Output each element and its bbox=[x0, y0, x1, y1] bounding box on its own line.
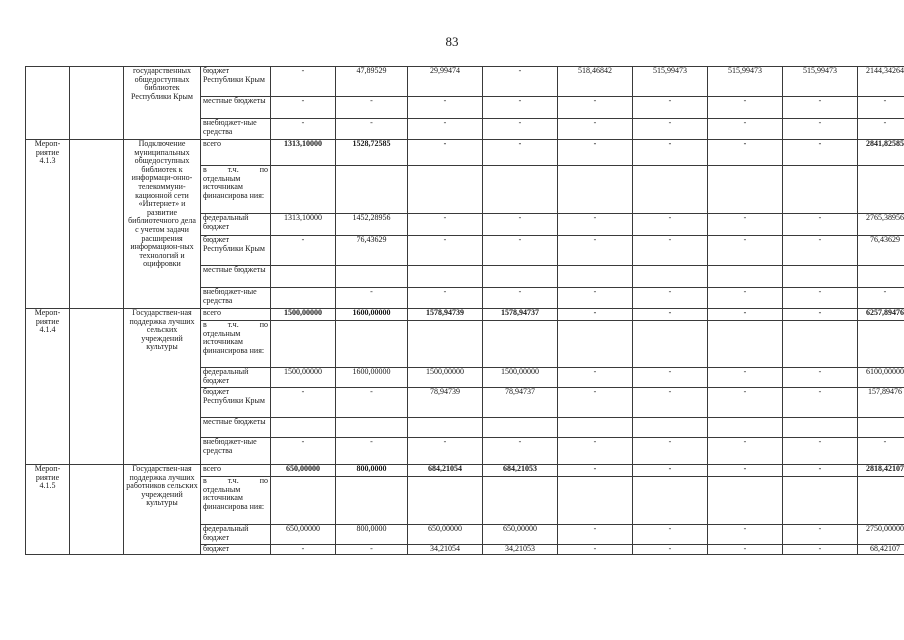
value-cell: 47,89529 bbox=[336, 67, 408, 97]
value-cell: 76,43629 bbox=[858, 236, 904, 266]
funding-source-cell: всего bbox=[201, 140, 271, 166]
value-cell: - bbox=[558, 388, 633, 418]
value-cell bbox=[783, 477, 858, 525]
value-cell bbox=[558, 266, 633, 288]
value-cell bbox=[408, 418, 483, 438]
value-cell: 2841,82585 bbox=[858, 140, 904, 166]
funding-source-cell: всего bbox=[201, 465, 271, 477]
value-cell bbox=[408, 321, 483, 368]
value-cell: - bbox=[633, 236, 708, 266]
value-cell: - bbox=[558, 309, 633, 321]
funding-source-cell: федеральный бюджет bbox=[201, 214, 271, 236]
value-cell: - bbox=[558, 288, 633, 309]
value-cell bbox=[708, 166, 783, 214]
activity-name-cell: Государствен-ная поддержка лучших сельских учреждений культуры bbox=[124, 309, 201, 465]
value-cell: - bbox=[783, 525, 858, 545]
value-cell bbox=[483, 321, 558, 368]
value-cell bbox=[633, 266, 708, 288]
value-cell: - bbox=[271, 388, 336, 418]
value-cell: - bbox=[336, 438, 408, 465]
value-cell: - bbox=[483, 236, 558, 266]
value-cell: 2750,00000 bbox=[858, 525, 904, 545]
value-cell bbox=[271, 166, 336, 214]
value-cell: - bbox=[858, 438, 904, 465]
funding-source-cell: внебюджет-ные средства bbox=[201, 438, 271, 465]
funding-source-cell: местные бюджеты bbox=[201, 266, 271, 288]
value-cell bbox=[708, 321, 783, 368]
value-cell: 1578,94739 bbox=[408, 309, 483, 321]
value-cell: - bbox=[558, 119, 633, 140]
value-cell: 1500,00000 bbox=[271, 309, 336, 321]
value-cell: - bbox=[408, 236, 483, 266]
value-cell bbox=[633, 477, 708, 525]
activity-code-cell: Мероп-риятие 4.1.4 bbox=[26, 309, 70, 465]
value-cell: - bbox=[633, 465, 708, 477]
value-cell: - bbox=[633, 97, 708, 119]
value-cell: - bbox=[708, 438, 783, 465]
value-cell: - bbox=[408, 214, 483, 236]
responsible-cell bbox=[70, 140, 124, 309]
value-cell: - bbox=[783, 288, 858, 309]
value-cell: - bbox=[558, 465, 633, 477]
value-cell bbox=[633, 418, 708, 438]
funding-source-cell: в т.ч. по отдельным источникам финансирова ния: bbox=[201, 477, 271, 525]
value-cell: - bbox=[708, 388, 783, 418]
value-cell: 76,43629 bbox=[336, 236, 408, 266]
value-cell: - bbox=[558, 97, 633, 119]
value-cell: 68,42107 bbox=[858, 545, 904, 555]
value-cell: - bbox=[708, 525, 783, 545]
value-cell: - bbox=[271, 119, 336, 140]
value-cell: - bbox=[558, 545, 633, 555]
value-cell bbox=[783, 166, 858, 214]
value-cell: - bbox=[783, 140, 858, 166]
value-cell: - bbox=[271, 67, 336, 97]
value-cell: 1528,72585 bbox=[336, 140, 408, 166]
value-cell: - bbox=[783, 438, 858, 465]
table-row bbox=[26, 309, 904, 321]
value-cell: 684,21054 bbox=[408, 465, 483, 477]
value-cell: 650,00000 bbox=[483, 525, 558, 545]
budget-table bbox=[25, 66, 904, 555]
value-cell: 1578,94737 bbox=[483, 309, 558, 321]
value-cell bbox=[708, 418, 783, 438]
value-cell: 2765,38956 bbox=[858, 214, 904, 236]
value-cell: - bbox=[708, 214, 783, 236]
value-cell: - bbox=[708, 140, 783, 166]
value-cell bbox=[858, 266, 904, 288]
value-cell: - bbox=[558, 140, 633, 166]
value-cell: - bbox=[783, 388, 858, 418]
value-cell: - bbox=[783, 368, 858, 388]
value-cell bbox=[408, 477, 483, 525]
value-cell bbox=[483, 477, 558, 525]
value-cell: - bbox=[408, 288, 483, 309]
funding-source-cell: бюджет bbox=[201, 545, 271, 555]
value-cell: - bbox=[271, 236, 336, 266]
value-cell bbox=[271, 477, 336, 525]
activity-code-cell: Мероп-риятие 4.1.3 bbox=[26, 140, 70, 309]
value-cell: 2818,42107 bbox=[858, 465, 904, 477]
value-cell: 78,94737 bbox=[483, 388, 558, 418]
value-cell bbox=[271, 321, 336, 368]
table-row bbox=[26, 140, 904, 166]
activity-name-cell: государственных общедоступных библиотек Республики Крым bbox=[124, 67, 201, 140]
value-cell: - bbox=[633, 545, 708, 555]
value-cell bbox=[633, 166, 708, 214]
value-cell bbox=[336, 266, 408, 288]
value-cell: - bbox=[408, 140, 483, 166]
value-cell: - bbox=[858, 288, 904, 309]
value-cell bbox=[858, 477, 904, 525]
value-cell: - bbox=[558, 368, 633, 388]
value-cell: 800,0000 bbox=[336, 465, 408, 477]
value-cell: - bbox=[633, 368, 708, 388]
value-cell bbox=[271, 266, 336, 288]
value-cell: - bbox=[708, 309, 783, 321]
value-cell: - bbox=[708, 465, 783, 477]
funding-source-cell: бюджет Республики Крым bbox=[201, 388, 271, 418]
funding-source-cell: в т.ч. по отдельным источникам финансирова ния: bbox=[201, 166, 271, 214]
value-cell bbox=[336, 418, 408, 438]
value-cell: - bbox=[408, 438, 483, 465]
value-cell bbox=[858, 418, 904, 438]
value-cell: - bbox=[783, 214, 858, 236]
value-cell: - bbox=[558, 438, 633, 465]
funding-source-cell: местные бюджеты bbox=[201, 97, 271, 119]
funding-source-cell: бюджет Республики Крым bbox=[201, 236, 271, 266]
value-cell: 1313,10000 bbox=[271, 214, 336, 236]
value-cell bbox=[408, 166, 483, 214]
value-cell: - bbox=[483, 140, 558, 166]
value-cell bbox=[271, 418, 336, 438]
value-cell: 1600,00000 bbox=[336, 309, 408, 321]
value-cell: 1600,00000 bbox=[336, 368, 408, 388]
value-cell: - bbox=[558, 236, 633, 266]
value-cell: - bbox=[483, 214, 558, 236]
value-cell: - bbox=[633, 438, 708, 465]
value-cell: - bbox=[271, 438, 336, 465]
funding-source-cell: федеральный бюджет bbox=[201, 368, 271, 388]
value-cell: - bbox=[633, 388, 708, 418]
value-cell bbox=[271, 288, 336, 309]
value-cell bbox=[558, 418, 633, 438]
table-row bbox=[26, 67, 904, 97]
value-cell: - bbox=[633, 214, 708, 236]
value-cell: - bbox=[271, 545, 336, 555]
value-cell: 29,99474 bbox=[408, 67, 483, 97]
value-cell bbox=[558, 477, 633, 525]
value-cell: - bbox=[783, 119, 858, 140]
value-cell: - bbox=[708, 288, 783, 309]
value-cell bbox=[483, 266, 558, 288]
value-cell bbox=[336, 477, 408, 525]
responsible-cell bbox=[70, 465, 124, 555]
value-cell bbox=[558, 166, 633, 214]
value-cell: - bbox=[783, 465, 858, 477]
value-cell: - bbox=[633, 309, 708, 321]
value-cell bbox=[783, 266, 858, 288]
value-cell: 650,00000 bbox=[271, 525, 336, 545]
value-cell: 6100,00000 bbox=[858, 368, 904, 388]
funding-source-cell: в т.ч. по отдельным источникам финансирова ния: bbox=[201, 321, 271, 368]
funding-source-cell: внебюджет-ные средства bbox=[201, 288, 271, 309]
value-cell: - bbox=[336, 388, 408, 418]
value-cell: 34,21054 bbox=[408, 545, 483, 555]
value-cell: 2144,34264 bbox=[858, 67, 904, 97]
funding-source-cell: внебюджет-ные средства bbox=[201, 119, 271, 140]
value-cell: - bbox=[558, 214, 633, 236]
value-cell bbox=[408, 266, 483, 288]
value-cell: - bbox=[336, 119, 408, 140]
value-cell: - bbox=[408, 97, 483, 119]
value-cell: 518,46842 bbox=[558, 67, 633, 97]
value-cell bbox=[783, 321, 858, 368]
value-cell bbox=[708, 266, 783, 288]
value-cell bbox=[336, 321, 408, 368]
value-cell bbox=[336, 166, 408, 214]
value-cell: 1500,00000 bbox=[408, 368, 483, 388]
value-cell: - bbox=[483, 119, 558, 140]
value-cell: - bbox=[483, 97, 558, 119]
value-cell: - bbox=[783, 309, 858, 321]
value-cell: - bbox=[633, 288, 708, 309]
funding-source-cell: местные бюджеты bbox=[201, 418, 271, 438]
value-cell: - bbox=[858, 97, 904, 119]
value-cell: 1500,00000 bbox=[271, 368, 336, 388]
value-cell bbox=[708, 477, 783, 525]
value-cell bbox=[483, 166, 558, 214]
value-cell: - bbox=[558, 525, 633, 545]
value-cell: 800,0000 bbox=[336, 525, 408, 545]
funding-source-cell: бюджет Республики Крым bbox=[201, 67, 271, 97]
value-cell: 1500,00000 bbox=[483, 368, 558, 388]
value-cell: - bbox=[483, 67, 558, 97]
value-cell: 650,00000 bbox=[271, 465, 336, 477]
value-cell bbox=[483, 418, 558, 438]
value-cell: 1313,10000 bbox=[271, 140, 336, 166]
activity-name-cell: Государствен-ная поддержка лучших работников сельских учреждений культуры bbox=[124, 465, 201, 555]
value-cell: - bbox=[708, 119, 783, 140]
value-cell: - bbox=[483, 288, 558, 309]
funding-source-cell: федеральный бюджет bbox=[201, 525, 271, 545]
activity-name-cell: Подключение муниципальных общедоступных библиотек к информаци-онно-телекоммуни-кационной сети «Интернет» и развитие библиотечного дела с учетом задачи расширения информацион-ных технологий и оцифровки bbox=[124, 140, 201, 309]
funding-source-cell: всего bbox=[201, 309, 271, 321]
value-cell: - bbox=[336, 288, 408, 309]
value-cell: - bbox=[336, 97, 408, 119]
value-cell: 515,99473 bbox=[708, 67, 783, 97]
value-cell: - bbox=[633, 119, 708, 140]
value-cell: 515,99473 bbox=[633, 67, 708, 97]
value-cell: - bbox=[783, 545, 858, 555]
value-cell: - bbox=[858, 119, 904, 140]
value-cell bbox=[858, 321, 904, 368]
value-cell: - bbox=[633, 525, 708, 545]
value-cell bbox=[633, 321, 708, 368]
value-cell: 684,21053 bbox=[483, 465, 558, 477]
value-cell: - bbox=[708, 97, 783, 119]
responsible-cell bbox=[70, 67, 124, 140]
value-cell: - bbox=[708, 368, 783, 388]
page-number: 83 bbox=[445, 34, 459, 49]
value-cell: - bbox=[633, 140, 708, 166]
value-cell: 157,89476 bbox=[858, 388, 904, 418]
value-cell: - bbox=[783, 236, 858, 266]
activity-code-cell bbox=[26, 67, 70, 140]
value-cell bbox=[858, 166, 904, 214]
value-cell: - bbox=[336, 545, 408, 555]
value-cell: - bbox=[408, 119, 483, 140]
responsible-cell bbox=[70, 309, 124, 465]
value-cell: 78,94739 bbox=[408, 388, 483, 418]
value-cell: 515,99473 bbox=[783, 67, 858, 97]
value-cell: 34,21053 bbox=[483, 545, 558, 555]
value-cell: 650,00000 bbox=[408, 525, 483, 545]
value-cell bbox=[783, 418, 858, 438]
table-row bbox=[26, 465, 904, 477]
value-cell: - bbox=[483, 438, 558, 465]
value-cell: - bbox=[271, 97, 336, 119]
value-cell: - bbox=[783, 97, 858, 119]
value-cell bbox=[558, 321, 633, 368]
value-cell: 6257,89476 bbox=[858, 309, 904, 321]
value-cell: 1452,28956 bbox=[336, 214, 408, 236]
value-cell: - bbox=[708, 545, 783, 555]
value-cell: - bbox=[708, 236, 783, 266]
activity-code-cell: Мероп-риятие 4.1.5 bbox=[26, 465, 70, 555]
